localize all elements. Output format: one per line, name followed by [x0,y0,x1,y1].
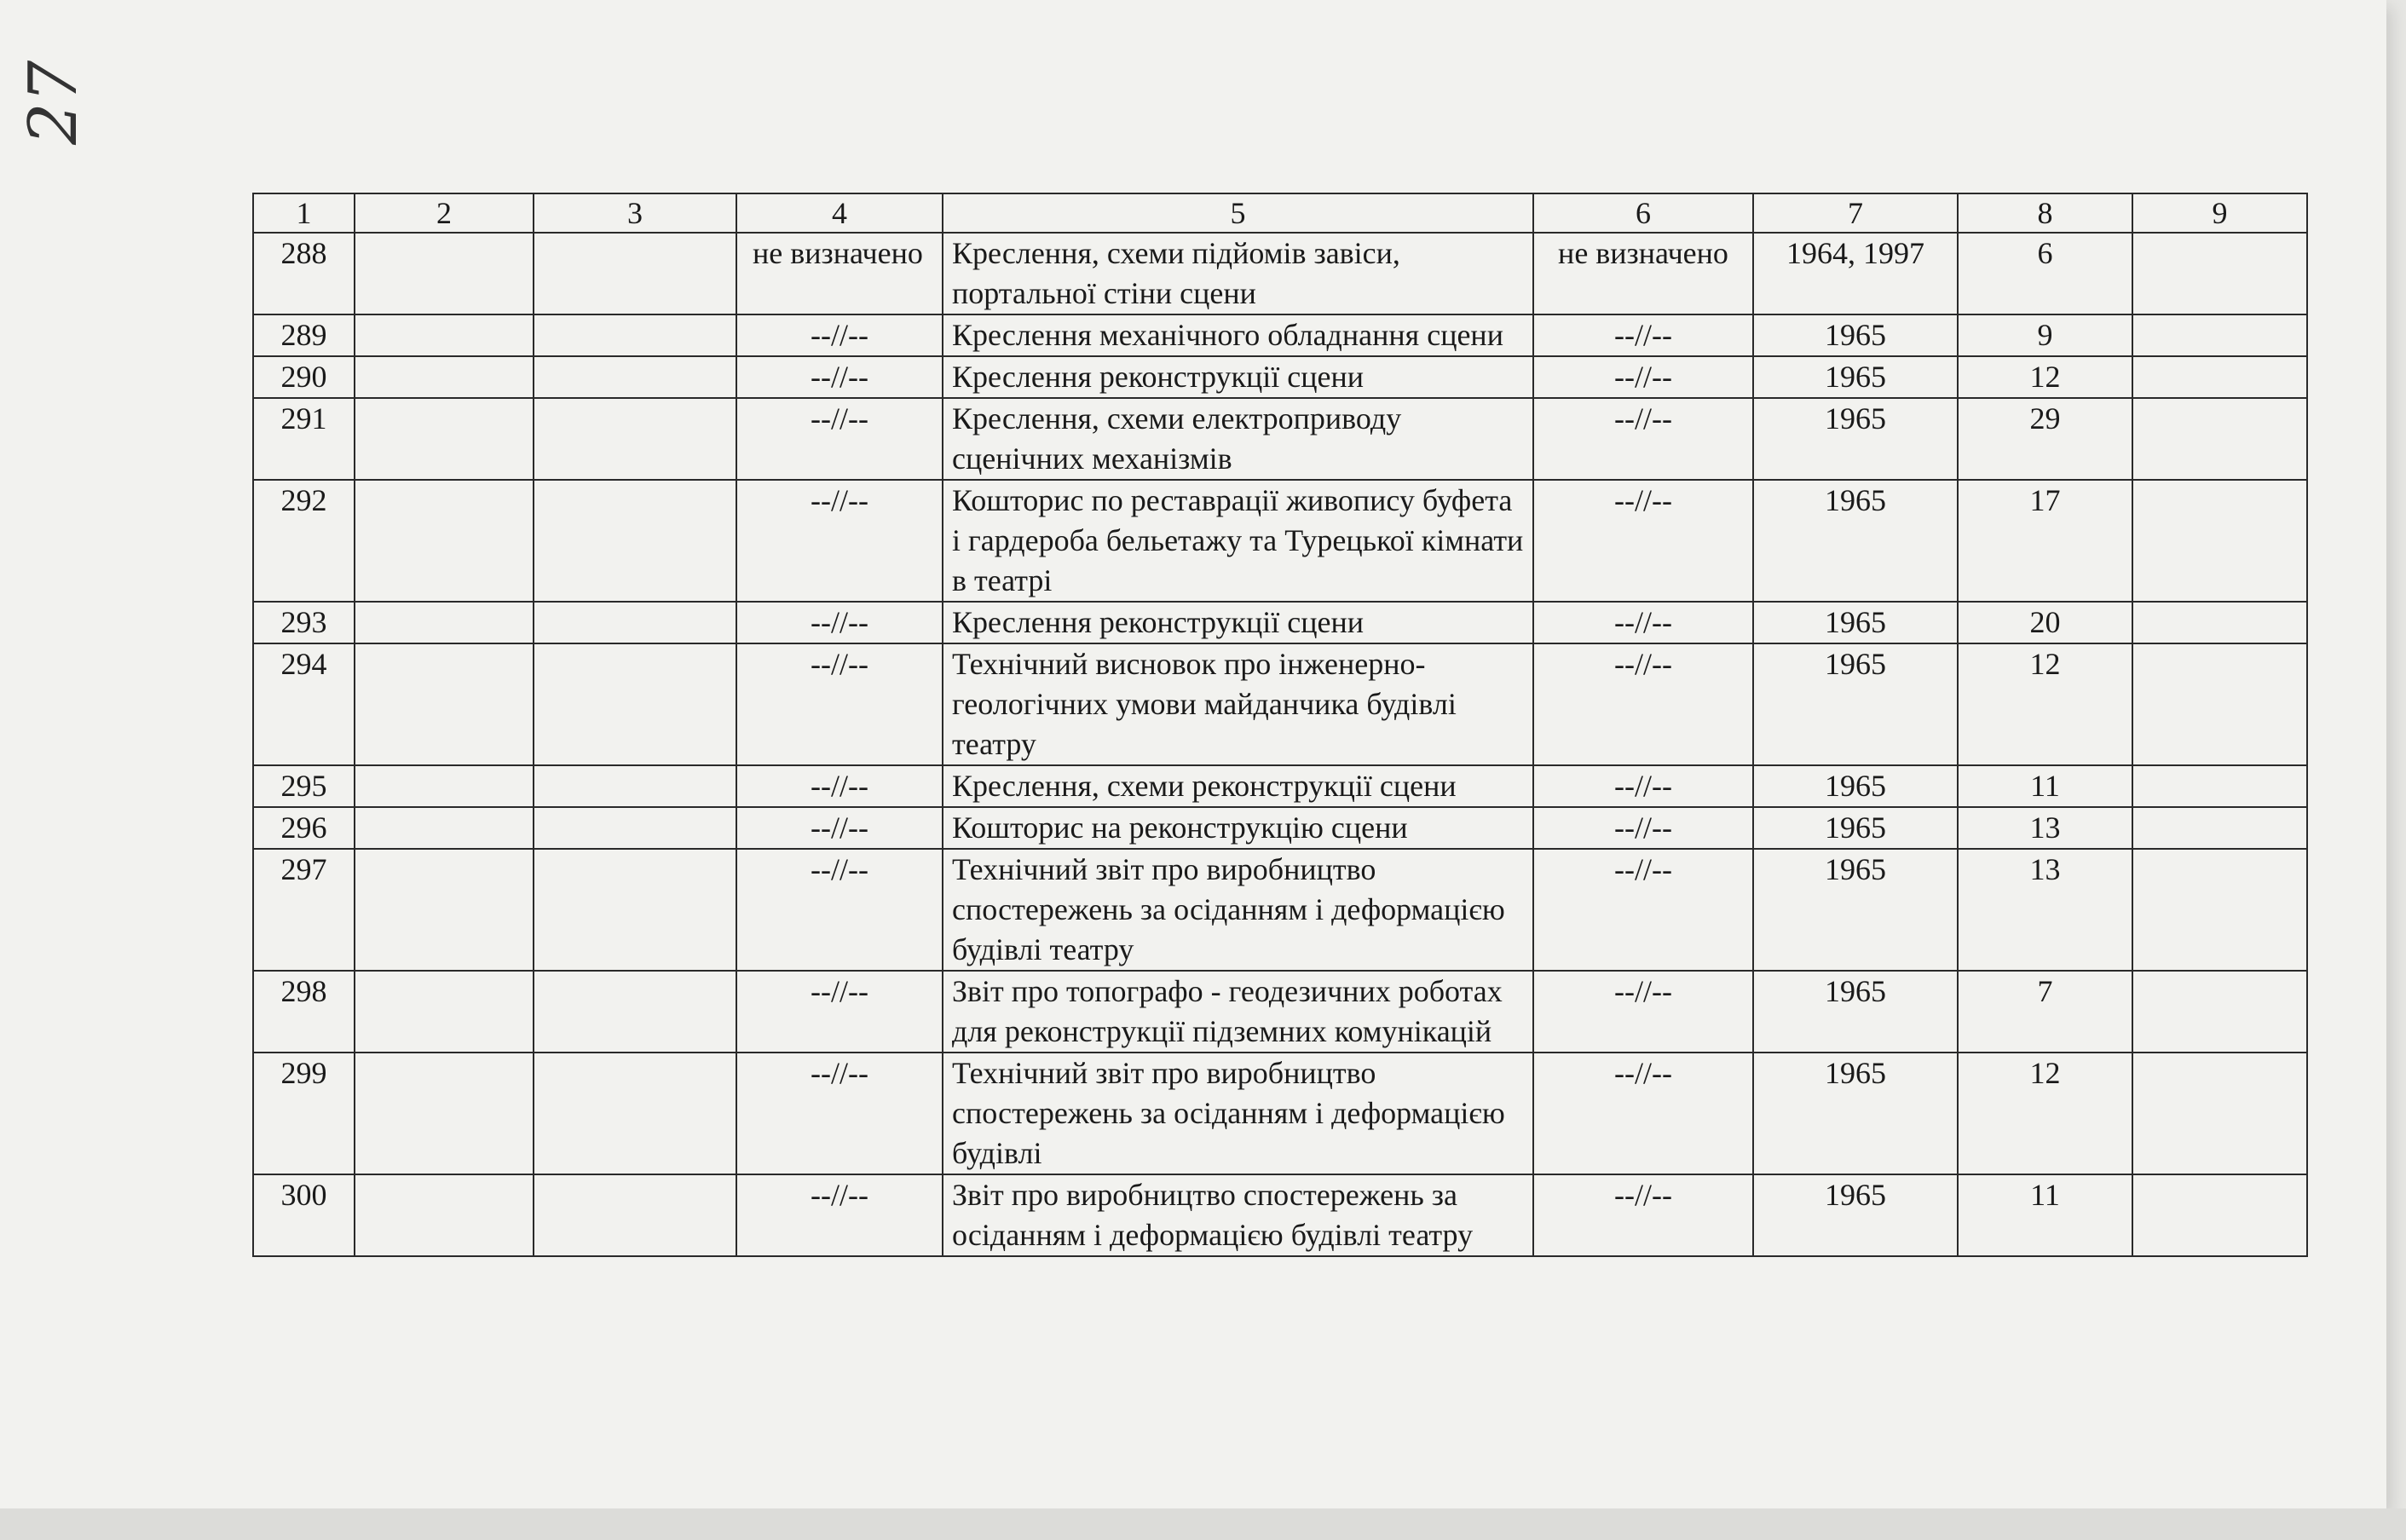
title-cell: Технічний звіт про виробництво спостережень за осіданням і деформацією будівлі [943,1053,1533,1174]
form-cell: не визначено [736,233,943,314]
empty-cell [2132,971,2307,1053]
empty-cell [534,480,736,602]
empty-cell [355,1174,534,1256]
register-table [252,193,2308,1257]
title-cell: Креслення реконструкції сцени [943,356,1533,398]
type-cell: --//-- [1533,765,1753,807]
form-cell: --//-- [736,643,943,765]
empty-cell [534,849,736,971]
type-cell: --//-- [1533,849,1753,971]
type-cell: не визначено [1533,233,1753,314]
row-number: 298 [253,971,355,1053]
column-header-5: 5 [943,193,1533,233]
type-cell: --//-- [1533,356,1753,398]
date-cell: 1965 [1753,807,1958,849]
row-number: 293 [253,602,355,643]
title-cell: Звіт про виробництво спостережень за осіданням і деформацією будівлі театру [943,1174,1533,1256]
sheets-cell: 17 [1958,480,2132,602]
column-header-1: 1 [253,193,355,233]
sheets-cell: 29 [1958,398,2132,480]
empty-cell [2132,314,2307,356]
empty-cell [355,765,534,807]
title-cell: Технічний висновок про інженерно-геологічних умови майданчика будівлі театру [943,643,1533,765]
date-cell: 1965 [1753,971,1958,1053]
empty-cell [355,849,534,971]
date-cell: 1965 [1753,765,1958,807]
empty-cell [534,602,736,643]
type-cell: --//-- [1533,643,1753,765]
date-cell: 1965 [1753,602,1958,643]
empty-cell [534,1053,736,1174]
row-number: 296 [253,807,355,849]
empty-cell [534,807,736,849]
empty-cell [534,314,736,356]
empty-cell [2132,398,2307,480]
type-cell: --//-- [1533,314,1753,356]
table-row [253,849,2307,971]
empty-cell [534,233,736,314]
title-cell: Кошторис на реконструкцію сцени [943,807,1533,849]
row-number: 289 [253,314,355,356]
date-cell: 1965 [1753,480,1958,602]
type-cell: --//-- [1533,480,1753,602]
empty-cell [534,643,736,765]
empty-cell [355,602,534,643]
row-number: 288 [253,233,355,314]
folio-number: 27 [15,60,92,145]
row-number: 291 [253,398,355,480]
row-number: 295 [253,765,355,807]
empty-cell [2132,1174,2307,1256]
type-cell: --//-- [1533,807,1753,849]
form-cell: --//-- [736,1053,943,1174]
form-cell: --//-- [736,356,943,398]
title-cell: Креслення реконструкції сцени [943,602,1533,643]
sheets-cell: 13 [1958,849,2132,971]
sheets-cell: 20 [1958,602,2132,643]
date-cell: 1965 [1753,1053,1958,1174]
type-cell: --//-- [1533,1174,1753,1256]
title-cell: Креслення, схеми реконструкції сцени [943,765,1533,807]
empty-cell [355,233,534,314]
empty-cell [2132,233,2307,314]
title-cell: Креслення механічного обладнання сцени [943,314,1533,356]
table-row [253,765,2307,807]
row-number: 292 [253,480,355,602]
type-cell: --//-- [1533,398,1753,480]
table-row [253,1053,2307,1174]
sheets-cell: 12 [1958,1053,2132,1174]
empty-cell [534,971,736,1053]
sheets-cell: 9 [1958,314,2132,356]
table-row [253,356,2307,398]
type-cell: --//-- [1533,971,1753,1053]
sheets-cell: 12 [1958,643,2132,765]
empty-cell [355,398,534,480]
date-cell: 1965 [1753,398,1958,480]
empty-cell [2132,356,2307,398]
empty-cell [2132,807,2307,849]
empty-cell [2132,643,2307,765]
column-header-7: 7 [1753,193,1958,233]
page-edge [0,1508,2406,1540]
row-number: 290 [253,356,355,398]
column-header-8: 8 [1958,193,2132,233]
table-row [253,233,2307,314]
form-cell: --//-- [736,765,943,807]
column-header-3: 3 [534,193,736,233]
empty-cell [355,356,534,398]
empty-cell [355,643,534,765]
empty-cell [355,1053,534,1174]
header-row [253,193,2307,233]
title-cell: Звіт про топографо - геодезичних роботах для реконструкції підземних комунікацій [943,971,1533,1053]
form-cell: --//-- [736,1174,943,1256]
table-row [253,314,2307,356]
empty-cell [355,971,534,1053]
table-row [253,1174,2307,1256]
empty-cell [534,356,736,398]
sheets-cell: 11 [1958,765,2132,807]
empty-cell [534,765,736,807]
empty-cell [534,398,736,480]
column-header-9: 9 [2132,193,2307,233]
table-row [253,480,2307,602]
empty-cell [2132,849,2307,971]
form-cell: --//-- [736,480,943,602]
empty-cell [2132,765,2307,807]
form-cell: --//-- [736,971,943,1053]
empty-cell [2132,480,2307,602]
form-cell: --//-- [736,849,943,971]
sheets-cell: 13 [1958,807,2132,849]
date-cell: 1965 [1753,356,1958,398]
title-cell: Креслення, схеми електроприводу сценічних механізмів [943,398,1533,480]
table-row [253,602,2307,643]
date-cell: 1965 [1753,1174,1958,1256]
table-row [253,643,2307,765]
sheets-cell: 6 [1958,233,2132,314]
row-number: 300 [253,1174,355,1256]
date-cell: 1965 [1753,643,1958,765]
sheets-cell: 11 [1958,1174,2132,1256]
form-cell: --//-- [736,314,943,356]
column-header-4: 4 [736,193,943,233]
title-cell: Креслення, схеми підйомів завіси, портальної стіни сцени [943,233,1533,314]
type-cell: --//-- [1533,1053,1753,1174]
column-header-6: 6 [1533,193,1753,233]
date-cell: 1964, 1997 [1753,233,1958,314]
form-cell: --//-- [736,602,943,643]
row-number: 294 [253,643,355,765]
date-cell: 1965 [1753,314,1958,356]
empty-cell [534,1174,736,1256]
type-cell: --//-- [1533,602,1753,643]
table-row [253,807,2307,849]
empty-cell [2132,1053,2307,1174]
empty-cell [355,807,534,849]
form-cell: --//-- [736,807,943,849]
sheets-cell: 7 [1958,971,2132,1053]
row-number: 297 [253,849,355,971]
empty-cell [355,314,534,356]
title-cell: Кошторис по реставрації живопису буфета і гардероба бельетажу та Турецької кімнати в театрі [943,480,1533,602]
form-cell: --//-- [736,398,943,480]
row-number: 299 [253,1053,355,1174]
title-cell: Технічний звіт про виробництво спостережень за осіданням і деформацією будівлі театру [943,849,1533,971]
table-row [253,971,2307,1053]
table-row [253,398,2307,480]
date-cell: 1965 [1753,849,1958,971]
empty-cell [2132,602,2307,643]
column-header-2: 2 [355,193,534,233]
empty-cell [355,480,534,602]
sheets-cell: 12 [1958,356,2132,398]
